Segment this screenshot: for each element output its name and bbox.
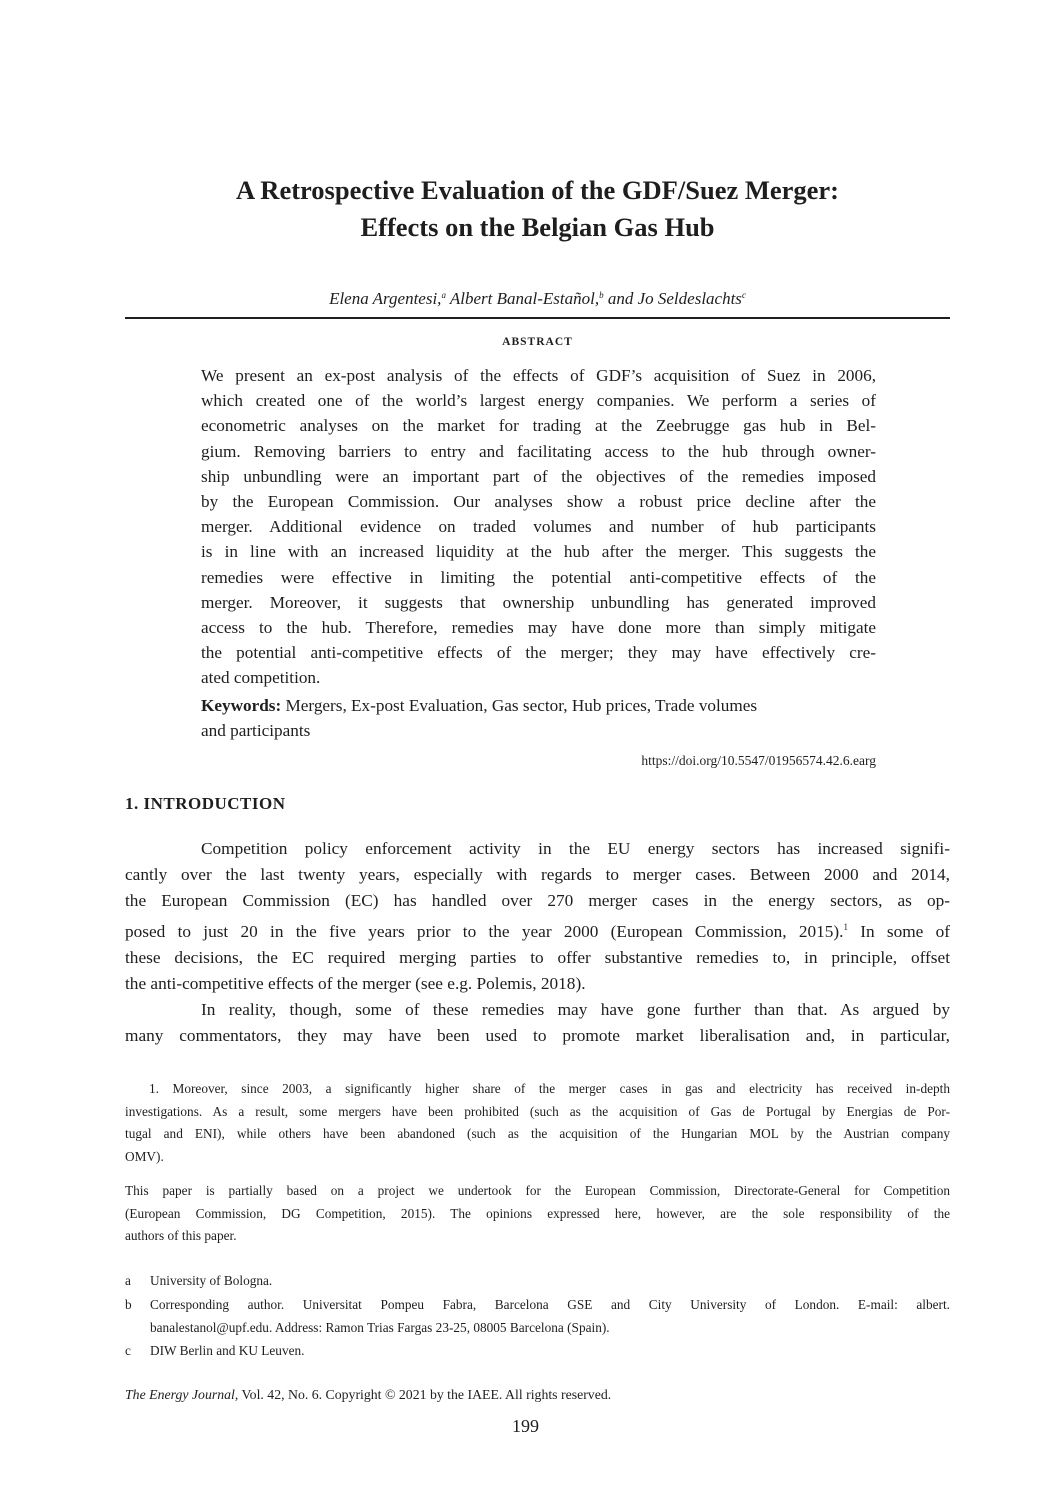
abstract-line: ated competition. bbox=[201, 668, 321, 688]
body-line: Competition policy enforcement activity in the EU energy sectors has increased signifi- bbox=[201, 839, 950, 858]
page-number: 199 bbox=[512, 1416, 539, 1436]
affiliation-c bbox=[125, 1340, 950, 1363]
author-1: Elena Argentesi, bbox=[329, 289, 442, 308]
journal-name: The Energy Journal bbox=[125, 1387, 235, 1402]
title-line-2: Effects on the Belgian Gas Hub bbox=[360, 212, 715, 242]
abstract-line: ship unbundling were an important part of the objectives of the remedies imposed bbox=[201, 466, 876, 486]
footnote-line: OMV). bbox=[125, 1149, 164, 1165]
abstract-line: econometric analyses on the market for trading at the Zeebrugge gas hub in Bel- bbox=[201, 416, 876, 436]
affiliation-text: University of Bologna. bbox=[150, 1273, 273, 1288]
keywords bbox=[201, 693, 876, 743]
note-line: authors of this paper. bbox=[125, 1228, 237, 1244]
abstract-line: gium. Removing barriers to entry and facilitating access to the hub through owner- bbox=[201, 441, 876, 461]
affiliation-b bbox=[125, 1294, 950, 1339]
abstract-heading: ABSTRACT bbox=[502, 336, 573, 348]
keywords-list: Mergers, Ex-post Evaluation, Gas sector, Hub prices, Trade volumes bbox=[281, 696, 758, 715]
abstract-line: access to the hub. Therefore, remedies may have done more than simply mitigate bbox=[201, 618, 876, 638]
author-2: Albert Banal-Estañol, bbox=[445, 289, 600, 308]
author-3: and Jo Seldeslachts bbox=[603, 289, 742, 308]
affiliation-letter: c bbox=[125, 1343, 131, 1358]
title-line-1: A Retrospective Evaluation of the GDF/Suez Merger: bbox=[236, 175, 839, 205]
body-line: the European Commission (EC) has handled over 270 merger cases in the energy sectors, as op- bbox=[125, 891, 950, 910]
author-list bbox=[125, 283, 950, 311]
abstract-line: merger. Moreover, it suggests that ownership unbundling has generated improved bbox=[201, 592, 876, 612]
abstract-line: remedies were effective in limiting the potential anti-competitive effects of the bbox=[201, 567, 876, 587]
journal-citation bbox=[125, 1385, 611, 1405]
affiliation-letter: a bbox=[125, 1273, 131, 1288]
body-line-text: posed to just 20 in the five years prior to the year 2000 (European Commission, 2015). bbox=[125, 922, 844, 941]
affiliation-text: banalestanol@upf.edu. Address: Ramon Trias Fargas 23-25, 08005 Barcelona (Spain). bbox=[150, 1319, 610, 1335]
abstract-line: the potential anti-competitive effects of the merger; they may have effectively cre- bbox=[201, 643, 876, 663]
paper-title bbox=[125, 172, 950, 246]
body-line: cantly over the last twenty years, especially with regards to merger cases. Between 2000 and 2014, bbox=[125, 865, 950, 884]
body-line: these decisions, the EC required merging parties to offer substantive remedies to, in principle, offset bbox=[125, 948, 950, 967]
author-2-affiliation-mark: b bbox=[599, 290, 604, 300]
keywords-label: Keywords: bbox=[201, 696, 282, 715]
author-3-affiliation-mark: c bbox=[741, 290, 746, 300]
affiliation-text: DIW Berlin and KU Leuven. bbox=[150, 1343, 305, 1358]
note-line: This paper is partially based on a project we undertook for the European Commission, Directorate-General for Competition bbox=[125, 1183, 950, 1198]
doi-link[interactable]: https://doi.org/10.5547/01956574.42.6.earg bbox=[641, 753, 876, 768]
body-line: many commentators, they may have been used to promote market liberalisation and, in particular, bbox=[125, 1026, 950, 1045]
body-line: In reality, though, some of these remedies may have gone further than that. As argued by bbox=[201, 1000, 950, 1019]
footnote-line: 1. Moreover, since 2003, a significantly higher share of the merger cases in gas and electricity has received in-depth bbox=[149, 1081, 950, 1096]
note-line: (European Commission, DG Competition, 2015). The opinions expressed here, however, are the sole responsibility of the bbox=[125, 1205, 950, 1221]
affiliation-letter: b bbox=[125, 1297, 132, 1312]
acknowledgement-note bbox=[125, 1180, 950, 1248]
abstract-line: merger. Additional evidence on traded volumes and number of hub participants bbox=[201, 517, 876, 537]
body-line-text: In some of bbox=[847, 922, 951, 941]
abstract-line: is in line with an increased liquidity at the hub after the merger. This suggests the bbox=[201, 542, 876, 562]
journal-details: , Vol. 42, No. 6. Copyright © 2021 by the IAEE. All rights reserved. bbox=[234, 1387, 612, 1402]
footnote-line: tugal and ENI), while others have been abandoned (such as the acquisition of the Hungarian MOL by the Austrian company bbox=[125, 1126, 950, 1142]
body-line bbox=[125, 914, 950, 945]
section-heading: 1. INTRODUCTION bbox=[125, 794, 286, 813]
header-divider bbox=[125, 317, 950, 319]
keywords-list-cont: and participants bbox=[201, 721, 311, 741]
affiliation-a bbox=[125, 1270, 950, 1293]
abstract-line: which created one of the world’s largest energy companies. We perform a series of bbox=[201, 391, 876, 411]
introduction-body bbox=[125, 836, 950, 1049]
abstract-line: by the European Commission. Our analyses show a robust price decline after the bbox=[201, 492, 876, 512]
footnote-1 bbox=[125, 1078, 950, 1169]
abstract-text bbox=[201, 363, 876, 691]
author-1-affiliation-mark: a bbox=[441, 290, 446, 300]
footnote-line: investigations. As a result, some mergers have been prohibited (such as the acquisition of Gas de Portugal by Energias de Por- bbox=[125, 1103, 950, 1119]
affiliation-text: Corresponding author. Universitat Pompeu Fabra, Barcelona GSE and City University of London. E-mail: albert. bbox=[150, 1297, 950, 1312]
abstract-line: We present an ex-post analysis of the effects of GDF’s acquisition of Suez in 2006, bbox=[201, 366, 876, 385]
footnote-mark[interactable]: 1 bbox=[843, 922, 848, 932]
body-line: the anti-competitive effects of the merger (see e.g. Polemis, 2018). bbox=[125, 974, 586, 993]
